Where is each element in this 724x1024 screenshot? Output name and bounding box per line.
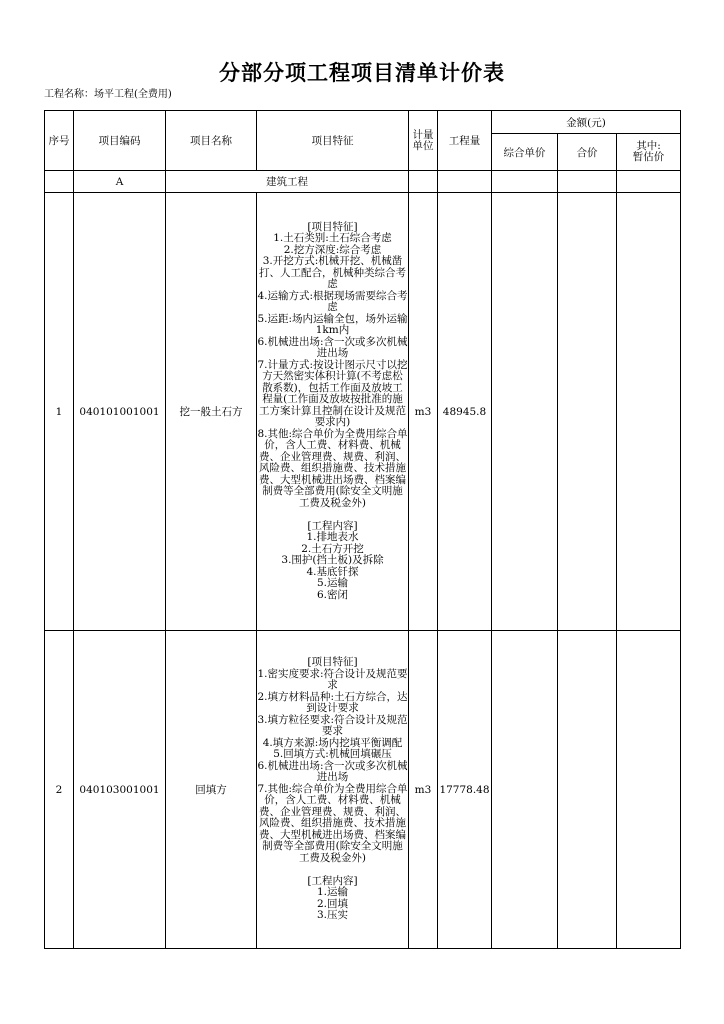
- section-provisional: [617, 171, 681, 193]
- section-unit-price: [492, 171, 558, 193]
- row-provisional: [617, 631, 681, 949]
- section-unit: [409, 171, 438, 193]
- header-provisional-line2: 暂估价: [632, 151, 665, 163]
- row-unit: m3: [409, 631, 438, 949]
- row-name: 回填方: [166, 631, 257, 949]
- row-code: 040101001001: [74, 193, 166, 631]
- row-total: [558, 631, 617, 949]
- row-seq: 1: [45, 193, 74, 631]
- header-features: 项目特征: [257, 111, 409, 171]
- header-quantity: 工程量: [438, 111, 492, 171]
- section-seq: [45, 171, 74, 193]
- header-amount: 金额(元): [492, 111, 681, 134]
- header-unit-line2: 单位: [412, 139, 434, 152]
- header-unit-line1: 计量: [412, 128, 434, 141]
- pricing-table: [44, 110, 681, 949]
- row-unit: m3: [409, 193, 438, 631]
- header-provisional-line1: 其中:: [636, 140, 661, 152]
- row-code: 040103001001: [74, 631, 166, 949]
- section-name: 建筑工程: [166, 171, 409, 193]
- row-total: [558, 193, 617, 631]
- sheet-title: 分部分项工程项目清单计价表: [219, 61, 505, 85]
- table-row: [45, 631, 681, 949]
- row-unit-price: [492, 631, 558, 949]
- header-seq: 序号: [45, 111, 74, 171]
- header-code: 项目编码: [74, 111, 166, 171]
- section-code: A: [74, 171, 166, 193]
- row-quantity: 48945.8: [438, 193, 492, 631]
- header-total: 合价: [558, 134, 617, 171]
- row-unit-price: [492, 193, 558, 631]
- header-row-1: [45, 111, 681, 134]
- header-unit-price: 综合单价: [492, 134, 558, 171]
- project-name-label: 工程名称：场平工程(全费用): [44, 89, 172, 100]
- row-features: [项目特征] 1.土石类别:土石综合考虑 2.挖方深度:综合考虑 3.开挖方式:机械开挖、机械凿打、人工配合，机械种类综合考虑 4.运输方式:根据现场需要综合考虑 5.运距:场内运输全包，场外运输1km内 6.机械进出场:含一次或多次机械进出场 7.计量方式:按设计图示尺寸以挖方天然密实体积计算(不考虑松散系数)，包括工作面及放坡工程量(工作面及放坡按批准的施工方案计算且控制在设计及规范要求内) 8.其他:综合单价为全费用综合单价，含人工费、材料费、机械费、企业管理费、规费、利润、风险费、组织措施费、技术措施费、大型机械进出场费、档案编制费等全部费用(除安全文明施工费及税金外) [工程内容] 1.排地表水 2.土石方开挖 3.围护(挡土板)及拆除 4.基底钎探 5.运输 6.密闭: [257, 193, 409, 631]
- header-provisional: [617, 134, 681, 171]
- row-provisional: [617, 193, 681, 631]
- header-unit: [409, 111, 438, 171]
- section-total: [558, 171, 617, 193]
- section-quantity: [438, 171, 492, 193]
- header-name: 项目名称: [166, 111, 257, 171]
- section-row: [45, 171, 681, 193]
- row-features: [项目特征] 1.密实度要求:符合设计及规范要求 2.填方材料品种:土石方综合，达到设计要求 3.填方粒径要求:符合设计及规范要求 4.填方来源:场内挖填平衡调配 5.回填方式:机械回填碾压 6.机械进出场:含一次或多次机械进出场 7.其他:综合单价为全费用综合单价，含人工费、材料费、机械费、企业管理费、规费、利润、风险费、组织措施费、技术措施费、大型机械进出场费、档案编制费等全部费用(除安全文明施工费及税金外) [工程内容] 1.运输 2.回填 3.压实: [257, 631, 409, 949]
- row-name: 挖一般土石方: [166, 193, 257, 631]
- row-quantity: 17778.48: [438, 631, 492, 949]
- row-seq: 2: [45, 631, 74, 949]
- table-row: [45, 193, 681, 631]
